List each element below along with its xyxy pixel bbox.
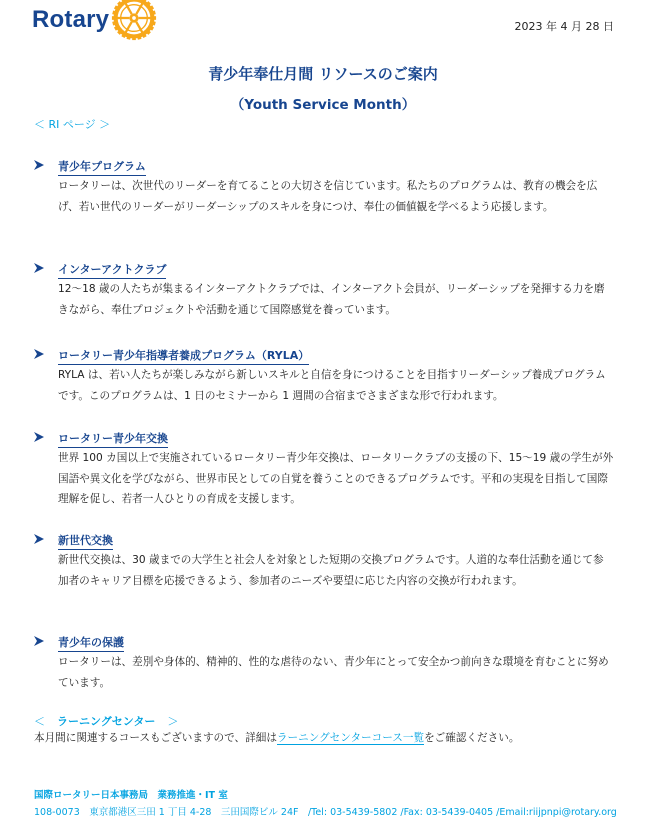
learning-lt: ＜ — [34, 715, 45, 728]
logo-text: Rotary — [32, 6, 110, 33]
section-new-generations — [0, 531, 646, 591]
learning-heading-text: ラーニングセンター — [57, 715, 156, 728]
arrow-bullet-icon — [33, 348, 45, 360]
arrow-bullet-icon — [33, 533, 45, 545]
footer-address: 108-0073 東京都港区三田 1 丁目 4-28 三田国際ビル 24F /Tel: 03-5439-5802 /Fax: 03-5439-0405 /Email:riijpnpi@rotary.org — [34, 807, 617, 818]
rotary-wheel-icon — [111, 0, 157, 41]
section-body: 新世代交換は、30 歳までの大学生と社会人を対象とした短期の交換プログラムです。人道的な奉仕活動を通じて参加者のキャリア目標を応援できるよう、参加者のニーズや要望に応じた内容の交換が行われます。 — [58, 554, 604, 587]
learning-text-before: 本月間に関連するコースもございますので、詳細は — [34, 732, 277, 744]
section-body: 世界 100 カ国以上で実施されているロータリー青少年交換は、ロータリークラブの支援の下、15～19 歳の学生が外国語や異文化を学びながら、世界市民としての自覚を養うことのできるプログラムです。平和の実現を目指して国際理解を促し、若者一人ひとりの育成を支援します。 — [58, 452, 614, 505]
section-body: ロータリーは、次世代のリーダーを育てることの大切さを信じています。私たちのプログラムは、教育の機会を広げ、若い世代のリーダーがリーダーシップのスキルを身につけ、奉仕の価値観を学べるよう応援します。 — [58, 180, 598, 213]
section-body: RYLA は、若い人たちが楽しみながら新しいスキルと自信を身につけることを目指すリーダーシップ養成プログラムです。このプログラムは、1 日のセミナーから 1 週間の合宿までさまざまな形で行われます。 — [58, 369, 606, 402]
section-body: 12～18 歳の人たちが集まるインターアクトクラブでは、インターアクト会員が、リーダーシップを発揮する力を磨きながら、奉仕プロジェクトや活動を通じて国際感覚を養っています。 — [58, 283, 605, 316]
footer-organization: 国際ロータリー日本事務局 業務推進・IT 室 — [34, 790, 228, 801]
section-title-link[interactable]: ロータリー青少年指導者養成プログラム（RYLA） — [58, 347, 309, 365]
section-interact — [0, 260, 646, 320]
arrow-bullet-icon — [33, 262, 45, 274]
section-title-link[interactable]: 青少年の保護 — [58, 634, 124, 652]
rotary-logo — [32, 0, 157, 40]
page-subtitle: （Youth Service Month） — [230, 97, 416, 113]
ri-page-link[interactable]: ＜ RI ページ ＞ — [34, 118, 111, 131]
section-title-link[interactable]: インターアクトクラブ — [58, 261, 166, 279]
section-title-link[interactable]: 新世代交換 — [58, 532, 113, 550]
section-title-link[interactable]: 青少年プログラム — [58, 158, 146, 176]
document-date: 2023 年 4 月 28 日 — [514, 20, 614, 33]
learning-center-text — [34, 730, 519, 745]
learning-gt: ＞ — [167, 715, 179, 728]
section-youth-programs — [0, 157, 646, 217]
section-youth-exchange — [0, 429, 646, 510]
learning-course-list-link[interactable]: ラーニングセンターコース一覧 — [276, 732, 425, 744]
learning-center-heading[interactable] — [34, 713, 178, 729]
arrow-bullet-icon — [33, 635, 45, 647]
arrow-bullet-icon — [33, 431, 45, 443]
section-title-link[interactable]: ロータリー青少年交換 — [58, 430, 168, 448]
learning-text-after: をご確認ください。 — [424, 732, 520, 744]
page-title: 青少年奉仕月間 リソースのご案内 — [208, 65, 438, 83]
arrow-bullet-icon — [33, 159, 45, 171]
section-youth-protection — [0, 633, 646, 693]
section-ryla — [0, 346, 646, 406]
section-body: ロータリーは、差別や身体的、精神的、性的な虐待のない、青少年にとって安全かつ前向きな環境を育むことに努めています。 — [58, 656, 609, 689]
